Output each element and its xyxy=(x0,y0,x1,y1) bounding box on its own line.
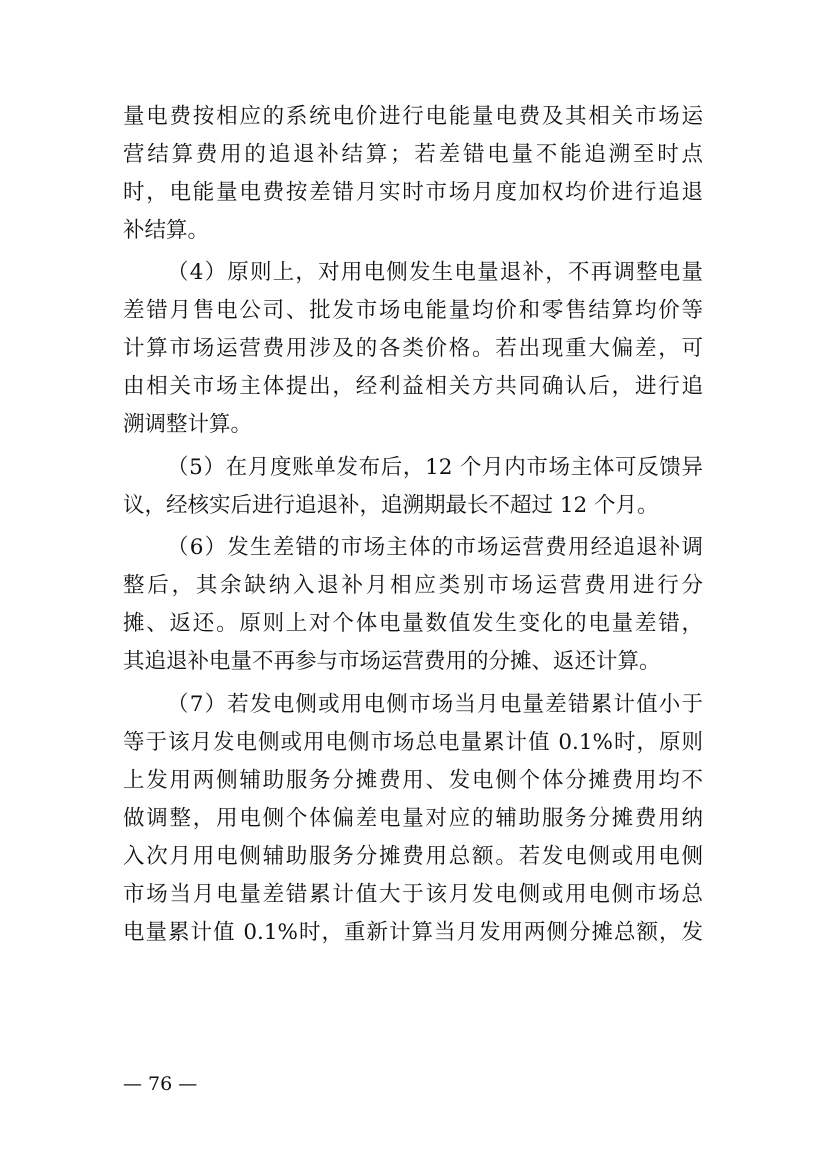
text-line: 摊、返还。原则上对个体电量数值发生变化的电量差错， xyxy=(123,611,703,637)
text-line: 营结算费用的追退补结算；若差错电量不能追溯至时点 xyxy=(123,142,703,167)
text-line: 时，电能量电费按差错月实时市场月度加权均价进行追退 xyxy=(123,180,703,205)
text-line: （4）原则上，对用电侧发生电量退补，不再调整电量 xyxy=(167,260,703,286)
text-line: 电量累计值 0.1%时，重新计算当月发用两侧分摊总额，发 xyxy=(123,919,703,945)
text-line: （7）若发电侧或用电侧市场当月电量差错累计值小于 xyxy=(167,691,703,717)
text-line: 补结算。 xyxy=(123,218,210,243)
paragraph-item-4 xyxy=(123,254,703,444)
text-line: 计算市场运营费用涉及的各类价格。若出现重大偏差，可 xyxy=(123,336,703,362)
text-line: 等于该月发电侧或用电侧市场总电量累计值 0.1%时，原则 xyxy=(123,729,703,755)
text-line: （5）在月度账单发布后，12 个月内市场主体可反馈异 xyxy=(167,454,703,480)
text-line: 差错月售电公司、批发市场电能量均价和零售结算均价等 xyxy=(123,298,703,324)
paragraph-continuation xyxy=(123,98,703,250)
text-line: 量电费按相应的系统电价进行电能量电费及其相关市场运 xyxy=(123,104,703,129)
page-number: — 76 — xyxy=(123,1073,198,1095)
text-line: 整后，其余缺纳入退补月相应类别市场运营费用进行分 xyxy=(123,573,703,599)
text-line: 其追退补电量不再参与市场运营费用的分摊、返还计算。 xyxy=(123,649,661,675)
text-line: 议，经核实后进行追退补，追溯期最长不超过 12 个月。 xyxy=(123,492,659,518)
text-line: 上发用两侧辅助服务分摊费用、发电侧个体分摊费用均不 xyxy=(123,767,703,793)
text-line: 市场当月电量差错累计值大于该月发电侧或用电侧市场总 xyxy=(123,881,703,907)
paragraph-item-5 xyxy=(123,449,703,525)
paragraph-item-6 xyxy=(123,529,703,681)
text-line: 入次月用电侧辅助服务分摊费用总额。若发电侧或用电侧 xyxy=(123,843,703,869)
document-body xyxy=(123,98,703,956)
text-line: 由相关市场主体提出，经利益相关方共同确认后，进行追 xyxy=(123,374,703,400)
text-line: 做调整，用电侧个体偏差电量对应的辅助服务分摊费用纳 xyxy=(123,805,703,831)
text-line: （6）发生差错的市场主体的市场运营费用经追退补调 xyxy=(167,535,703,561)
paragraph-item-7 xyxy=(123,686,703,952)
text-line: 溯调整计算。 xyxy=(123,412,253,438)
